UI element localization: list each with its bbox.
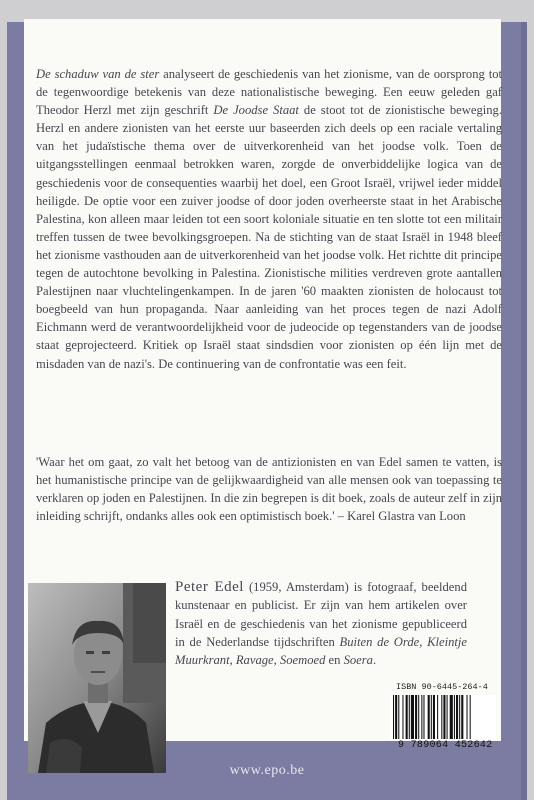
- barcode-bar: [443, 695, 445, 739]
- barcode-bar: [467, 695, 468, 739]
- barcode-bar: [402, 695, 403, 739]
- magazine-titles: Buiten de Orde, Kleintje Muurkrant, Ravage, Soemoed: [175, 634, 467, 668]
- blurb-text-1: analyseert de geschiedenis van het zionisme, van de oorsprong tot de tegenwoordige betekenis van deze nationalistische beweging. Een eeuw geleden gaf Theodor Herzl met zijn geschrift: [36, 67, 502, 118]
- barcode-bar: [433, 695, 435, 739]
- barcode-bar: [450, 695, 453, 739]
- barcode-bar: [395, 695, 397, 739]
- barcode-bar: [447, 695, 448, 739]
- barcode-bar: [470, 695, 471, 739]
- barcode-bar: [421, 695, 422, 739]
- barcode-bar: [423, 695, 424, 739]
- blurb-paragraph: [36, 65, 502, 373]
- barcode-bar: [454, 695, 455, 739]
- publisher-url: www.epo.be: [229, 763, 305, 778]
- barcode-bar: [459, 695, 460, 739]
- barcode-bar: [409, 695, 410, 739]
- ean-number: 9 789064 452642: [398, 740, 493, 751]
- review-quote: 'Waar het om gaat, zo valt het betoog van de antizionisten en van Edel samen te vatten, is het humanistische principe van de gelijkwaardigheid van alle mensen ook van toepassing te verklaren op joden en Palestijnen. In die zin begrepen is dit boek, zoals de auteur zelf in zijn inleiding schrijft, ondanks alles ook een optimistisch boek.' – Karel Glastra van Loon: [36, 455, 502, 524]
- barcode-bar: [411, 695, 414, 739]
- barcode-bar: [415, 695, 417, 739]
- author-bio: [175, 578, 467, 669]
- bio-text-end: .: [372, 653, 377, 668]
- book-title: De schaduw van de ster: [36, 67, 160, 81]
- barcode-bar: [393, 695, 394, 739]
- barcode: [390, 695, 496, 739]
- cover-edge-shadow: [521, 22, 527, 800]
- barcode-bar: [431, 695, 432, 739]
- magazine-soera: Soera: [343, 653, 373, 668]
- author-photo: [28, 583, 166, 773]
- bio-text-2: en: [325, 653, 344, 668]
- barcode-bar: [398, 695, 399, 739]
- author-name: Peter Edel: [175, 579, 244, 595]
- barcode-bar: [406, 695, 408, 739]
- barcode-bar: [418, 695, 419, 739]
- blurb-text-2: de stoot tot de zionistische beweging. Herzl en andere zionisten van het eerste uur baseerden zich deels op een raciale vertaling van het judaïstische thema over de uitverkorenheid van het joodse volk. Toen de uitgangsstellingen eenmaal betrokken waren, zorgde de onverbiddelijke logica van de geschiedenis voor de consequenties waarbij het doel, een Groot Israël, vrijwel ieder middel heiligde. De optie voor een zuiver joodse of door joden overheerste staat in het Arabische Palestina, kon alleen maar leiden tot een soort koloniale situatie en ten slotte tot een militair treffen tussen de twee bevolkingsgroepen. Na de stichting van de staat Israël in 1948 bleef het zionisme vasthouden aan de uitverkorenheid van het joodse volk. Het richtte dit principe tegen de autochtone bevolking in Palestina. Zionistische milities verdreven grote aantallen Palestijnen naar vluchtelingenkampen. In de jaren '60 maakten zionisten de holocaust tot boegbeeld van hun propaganda. Naar aanleiding van het proces tegen de nazi Adolf Eichmann werd de verantwoordelijkheid voor de judeocide op tegenstanders van de joodse staat geprojecteerd. Kritiek op Israël staat sindsdien voor zionisten op één lijn met de misdaden van de nazi's. De continuering van de confrontatie was een feit.: [36, 103, 502, 371]
- barcode-bar: [428, 695, 430, 739]
- herzl-book-title: De Joodse Staat: [213, 103, 299, 118]
- barcode-bar: [437, 695, 438, 739]
- isbn-label: ISBN 90-6445-264-4: [396, 682, 488, 692]
- barcode-bar: [461, 695, 463, 739]
- barcode-bar: [456, 695, 458, 739]
- barcode-bar: [441, 695, 442, 739]
- bio-text-1: (1959, Amsterdam) is fotograaf, beeldend kunstenaar en publicist. Er zijn van hem artikelen over Israël en de geschiedenis van het zionisme gepubliceerd in de Nederlandse tijdschriften: [175, 580, 467, 649]
